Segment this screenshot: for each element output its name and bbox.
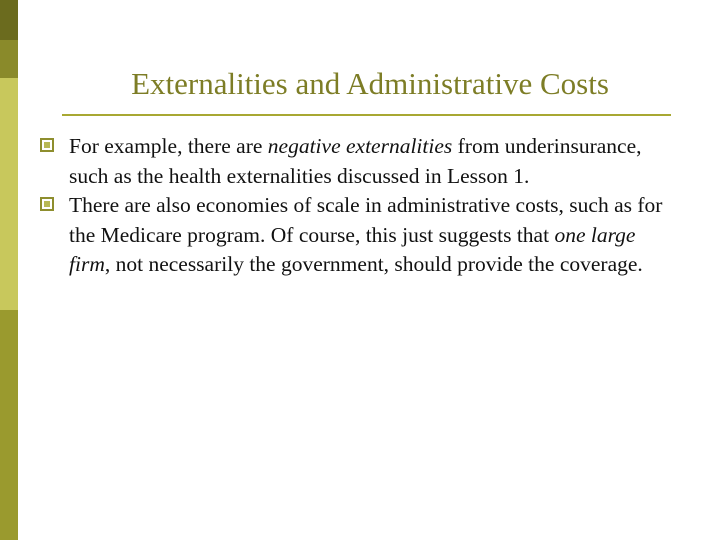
title-divider [62, 114, 671, 116]
square-bullet-icon [40, 197, 54, 211]
accent-bar-top [0, 0, 18, 40]
bullet-list [40, 132, 676, 280]
square-bullet-icon [40, 138, 54, 152]
bullet-emphasis: one large firm [69, 222, 636, 276]
bullet-item [40, 191, 676, 280]
bullet-emphasis: negative externalities [267, 134, 453, 158]
bullet-text: from underinsurance, such as the health externalities discussed in Lesson 1. [69, 134, 642, 188]
bullet-text: There are also economies of scale in administrative costs, such as for the Medicare program. Of course, this just suggests that [69, 193, 663, 247]
bullet-text: , not necessarily the government, should provide the coverage. [104, 252, 643, 276]
bullet-text: For example, there are [69, 134, 268, 158]
accent-bar-middle [0, 78, 18, 310]
accent-bar-bottom [0, 310, 18, 540]
bullet-item [40, 132, 676, 191]
slide-title: Externalities and Administrative Costs [131, 66, 609, 101]
accent-bar-upper [0, 40, 18, 78]
